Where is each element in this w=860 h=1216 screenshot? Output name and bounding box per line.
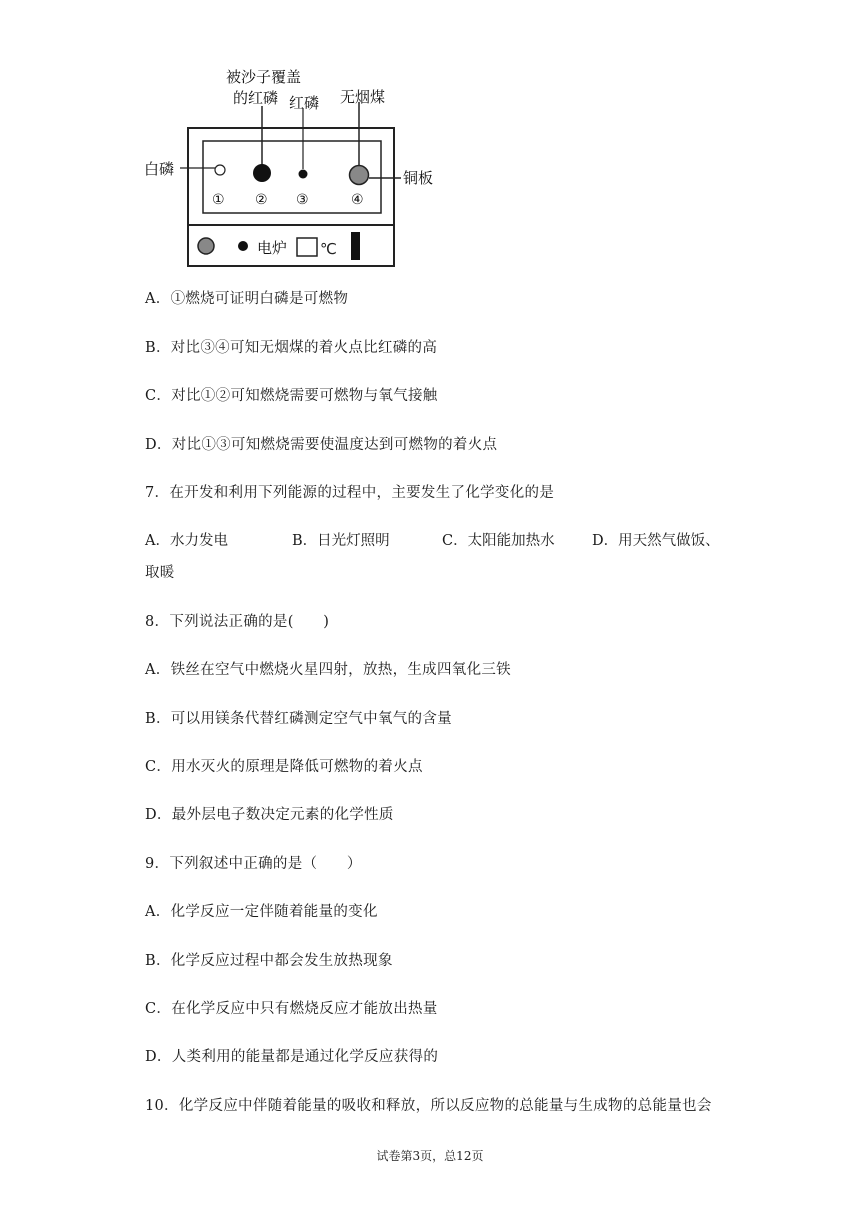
q7-option-d: D．用天然气做饭、 [592, 533, 720, 549]
q7-option-d-continuation: 取暖 [145, 565, 175, 581]
q7-option-b: B．日光灯照明 [292, 533, 390, 549]
sand-covered-red-phosphorus-sample [253, 164, 271, 182]
position-3: ③ [296, 192, 309, 208]
q8-option-b: B．可以用镁条代替红磷测定空气中氧气的含量 [145, 711, 452, 727]
label-anthracite: 无烟煤 [340, 88, 386, 106]
q9-stem: 9．下列叙述中正确的是（ ） [145, 856, 362, 872]
q7-option-c: C．太阳能加热水 [442, 533, 555, 549]
q6-option-d: D．对比①③可知燃烧需要使温度达到可燃物的着火点 [145, 437, 498, 453]
q9-option-c: C．在化学反应中只有燃烧反应才能放出热量 [145, 1001, 438, 1017]
label-red-phosphorus: 红磷 [289, 94, 320, 112]
q10-stem: 10．化学反应中伴随着能量的吸收和释放，所以反应物的总能量与生成物的总能量也会 [145, 1098, 712, 1114]
label-sand-covered-line1: 被沙子覆盖 [226, 68, 302, 86]
q6-option-c: C．对比①②可知燃烧需要可燃物与氧气接触 [145, 388, 438, 404]
q6-option-b: B．对比③④可知无烟煤的着火点比红磷的高 [145, 340, 438, 356]
stove-display-icon [297, 238, 317, 256]
label-copper-plate: 铜板 [403, 169, 434, 187]
q7-stem: 7．在开发和利用下列能源的过程中，主要发生了化学变化的是 [145, 485, 555, 501]
anthracite-sample [350, 166, 369, 185]
q8-option-a: A．铁丝在空气中燃烧火星四射，放热，生成四氧化三铁 [145, 662, 511, 678]
stove-switch-icon [351, 232, 360, 260]
label-white-phosphorus: 白磷 [144, 160, 175, 178]
q7-options-row [145, 531, 725, 551]
white-phosphorus-sample [215, 165, 225, 175]
page-footer: 试卷第3页，总12页 [376, 1149, 484, 1163]
stove-knob-icon [198, 238, 214, 254]
q9-option-d: D．人类利用的能量都是通过化学反应获得的 [145, 1049, 439, 1065]
q8-option-d: D．最外层电子数决定元素的化学性质 [145, 807, 394, 823]
celsius-icon: ℃ [320, 240, 337, 258]
q9-option-b: B．化学反应过程中都会发生放热现象 [145, 953, 393, 969]
q8-stem: 8．下列说法正确的是( ) [145, 614, 330, 630]
label-electric-stove: 电炉 [257, 239, 288, 257]
position-1: ① [212, 192, 225, 208]
stove-indicator-icon [238, 241, 248, 251]
position-4: ④ [351, 192, 364, 208]
combustion-experiment-diagram [135, 62, 465, 272]
position-2: ② [255, 192, 268, 208]
q6-option-a: A．①燃烧可证明白磷是可燃物 [145, 291, 349, 307]
q9-option-a: A．化学反应一定伴随着能量的变化 [145, 904, 378, 920]
q8-option-c: C．用水灭火的原理是降低可燃物的着火点 [145, 759, 423, 775]
red-phosphorus-sample [299, 170, 308, 179]
q7-option-a: A．水力发电 [145, 533, 228, 549]
label-sand-covered-line2: 的红磷 [233, 89, 279, 107]
